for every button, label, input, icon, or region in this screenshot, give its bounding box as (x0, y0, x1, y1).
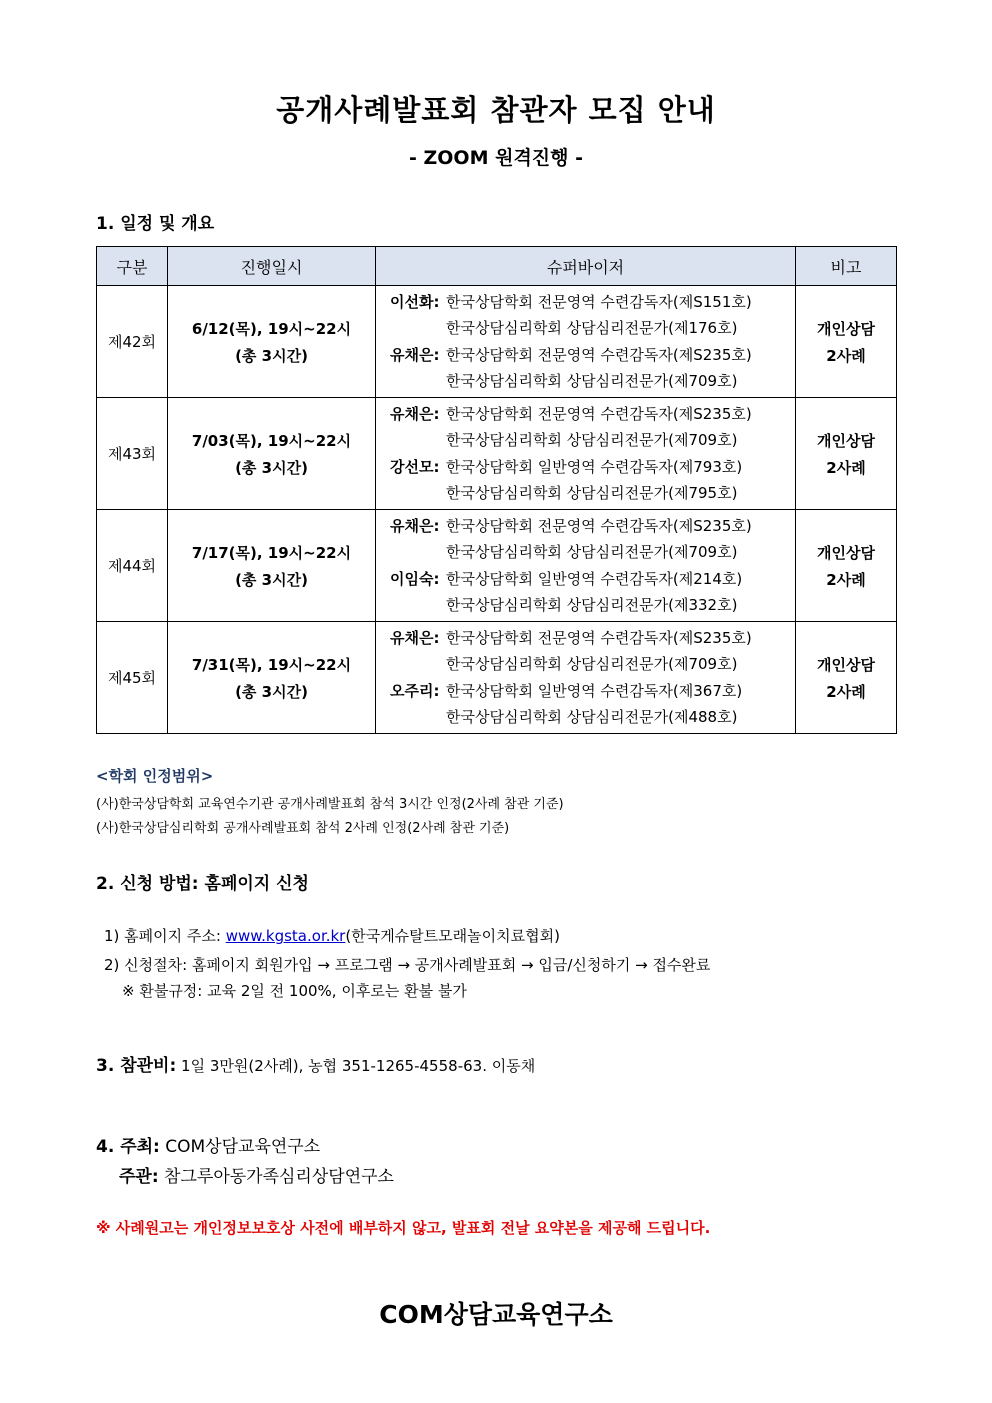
supervisor-credential: 한국상담심리학회 상담심리전문가(제709호) (446, 543, 738, 561)
supervisor-name: 이임숙: (390, 569, 440, 588)
table-row (97, 510, 897, 622)
table-row (97, 398, 897, 510)
organizer-label: 주관: (119, 1167, 159, 1187)
supervisor-credential: 한국상담심리학회 상담심리전문가(제332호) (446, 596, 738, 614)
note-cell (796, 510, 897, 622)
supervisor-cell (376, 398, 796, 510)
section1-heading: 1. 일정 및 개요 (96, 214, 215, 234)
duration-text: (총 3시간) (235, 682, 308, 701)
date-cell (168, 510, 376, 622)
supervisor-credential: 한국상담학회 일반영역 수련감독자(제793호) (446, 457, 743, 476)
supervisor-credential: 한국상담학회 전문영역 수련감독자(제S151호) (446, 292, 752, 311)
session-cell: 제43회 (97, 398, 168, 510)
note-text: 개인상담 (817, 431, 875, 450)
note-text: 2사례 (826, 570, 866, 589)
supervisor-credential: 한국상담심리학회 상담심리전문가(제176호) (446, 319, 738, 337)
note-text: 2사례 (826, 346, 866, 365)
note-text: 2사례 (826, 458, 866, 477)
supervisor-credential: 한국상담심리학회 상담심리전문가(제795호) (446, 484, 738, 502)
homepage-item (104, 925, 560, 946)
column-header: 슈퍼바이저 (376, 247, 796, 286)
section2-heading: 2. 신청 방법: 홈페이지 신청 (96, 874, 309, 894)
supervisor-credential: 한국상담학회 전문영역 수련감독자(제S235호) (446, 404, 752, 423)
supervisor-credential: 한국상담학회 일반영역 수련감독자(제367호) (446, 681, 743, 700)
schedule-table (96, 246, 897, 734)
supervisor-cell (376, 622, 796, 734)
duration-text: (총 3시간) (235, 458, 308, 477)
homepage-org: (한국게슈탈트모래놀이치료협회) (345, 927, 560, 945)
session-cell: 제44회 (97, 510, 168, 622)
supervisor-cell (376, 286, 796, 398)
note-cell (796, 398, 897, 510)
recognition-line: (사)한국상담심리학회 공개사례발표회 참석 2사례 인정(2사례 참관 기준) (96, 821, 510, 836)
supervisor-name: 유채은: (390, 628, 440, 647)
fee-text: 1일 3만원(2사례), 농협 351-1265-4558-63. 이동채 (176, 1057, 536, 1075)
supervisor-credential: 한국상담학회 전문영역 수련감독자(제S235호) (446, 628, 752, 647)
supervisor-credential: 한국상담학회 전문영역 수련감독자(제S235호) (446, 345, 752, 364)
homepage-label: 1) 홈페이지 주소: (104, 927, 226, 945)
host-line (96, 1132, 320, 1157)
column-header: 진행일시 (168, 247, 376, 286)
note-cell (796, 286, 897, 398)
refund-policy: ※ 환불규정: 교육 2일 전 100%, 이후로는 환불 불가 (122, 982, 467, 1000)
supervisor-credential: 한국상담학회 전문영역 수련감독자(제S235호) (446, 516, 752, 535)
supervisor-credential: 한국상담심리학회 상담심리전문가(제488호) (446, 708, 738, 726)
supervisor-cell (376, 510, 796, 622)
supervisor-name: 이선화: (390, 292, 440, 311)
fee-line (96, 1051, 535, 1076)
note-text: 2사례 (826, 682, 866, 701)
supervisor-credential: 한국상담심리학회 상담심리전문가(제709호) (446, 655, 738, 673)
recognition-heading: <학회 인정범위> (96, 767, 214, 785)
host-label: 4. 주최: (96, 1137, 160, 1157)
table-header-row (97, 247, 897, 286)
duration-text: (총 3시간) (235, 346, 308, 365)
organizer-line (119, 1162, 394, 1187)
duration-text: (총 3시간) (235, 570, 308, 589)
session-cell: 제42회 (97, 286, 168, 398)
column-header: 구분 (97, 247, 168, 286)
session-cell: 제45회 (97, 622, 168, 734)
supervisor-credential: 한국상담심리학회 상담심리전문가(제709호) (446, 372, 738, 390)
table-row (97, 286, 897, 398)
recognition-line: (사)한국상담학회 교육연수기관 공개사례발표회 참석 3시간 인정(2사례 참관 기준) (96, 797, 564, 812)
supervisor-credential: 한국상담심리학회 상담심리전문가(제709호) (446, 431, 738, 449)
note-text: 개인상담 (817, 319, 875, 338)
date-text: 7/31(목), 19시~22시 (191, 655, 352, 674)
note-text: 개인상담 (817, 655, 875, 674)
date-text: 7/17(목), 19시~22시 (191, 543, 352, 562)
host-name: COM상담교육연구소 (159, 1137, 321, 1157)
procedure-item: 2) 신청절차: 홈페이지 회원가입 → 프로그램 → 공개사례발표회 → 입금/신청하기 → 접수완료 (104, 956, 711, 974)
column-header: 비고 (796, 247, 897, 286)
footer-org: COM상담교육연구소 (379, 1300, 613, 1329)
note-text: 개인상담 (817, 543, 875, 562)
fee-label: 3. 참관비: (96, 1056, 177, 1076)
supervisor-name: 오주리: (390, 681, 440, 700)
homepage-link[interactable]: www.kgsta.or.kr (225, 927, 346, 945)
notice-text: ※ 사례원고는 개인정보보호상 사전에 배부하지 않고, 발표회 전날 요약본을 제공해 드립니다. (96, 1219, 711, 1237)
organizer-name: 참그루아동가족심리상담연구소 (158, 1167, 394, 1187)
date-cell (168, 286, 376, 398)
date-text: 6/12(목), 19시~22시 (191, 319, 352, 338)
supervisor-credential: 한국상담학회 일반영역 수련감독자(제214호) (446, 569, 743, 588)
supervisor-name: 유채은: (390, 516, 440, 535)
date-text: 7/03(목), 19시~22시 (191, 431, 352, 450)
supervisor-name: 유채은: (390, 404, 440, 423)
page-subtitle: - ZOOM 원격진행 - (408, 147, 584, 169)
date-cell (168, 622, 376, 734)
supervisor-name: 강선모: (390, 457, 440, 476)
note-cell (796, 622, 897, 734)
supervisor-name: 유채은: (390, 345, 440, 364)
date-cell (168, 398, 376, 510)
page-title: 공개사례발표회 참관자 모집 안내 (276, 93, 716, 127)
table-row (97, 622, 897, 734)
